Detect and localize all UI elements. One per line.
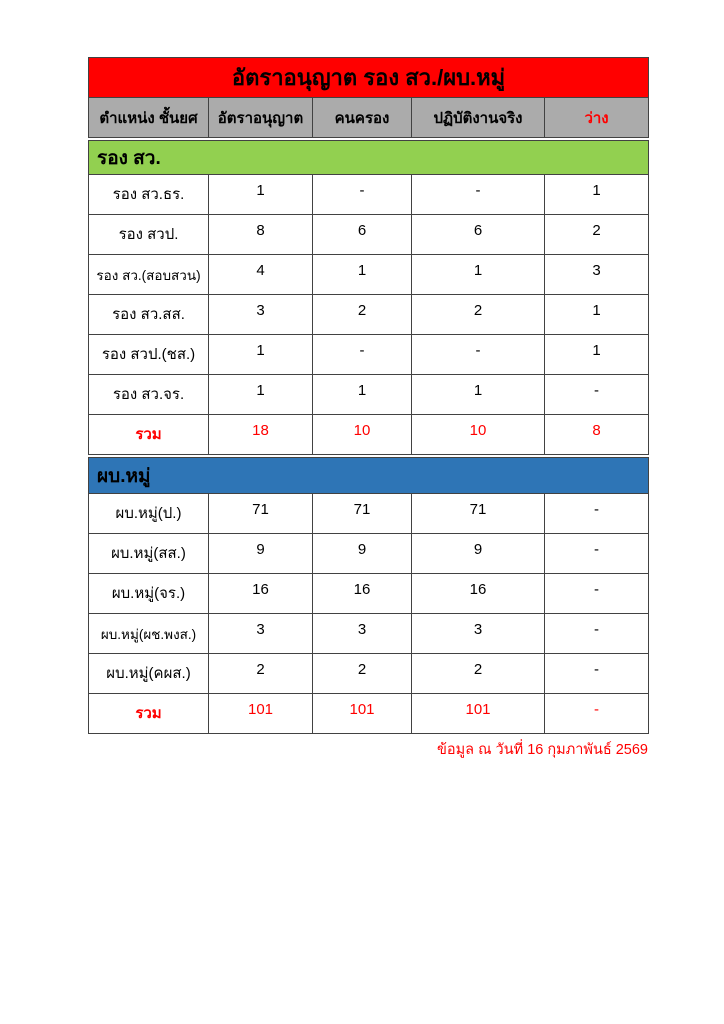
total-allowed: 18 (209, 415, 313, 455)
table-row (89, 654, 649, 694)
cell-occupied: - (313, 335, 412, 375)
cell-allowed: 4 (209, 255, 313, 295)
table-row (89, 494, 649, 534)
total-actual: 10 (412, 415, 545, 455)
total-vacant: 8 (545, 415, 649, 455)
total-vacant: - (545, 694, 649, 734)
cell-allowed: 71 (209, 494, 313, 534)
cell-allowed: 3 (209, 614, 313, 654)
total-label: รวม (89, 415, 209, 455)
cell-occupied: - (313, 175, 412, 215)
total-occupied: 10 (313, 415, 412, 455)
cell-allowed: 16 (209, 574, 313, 614)
cell-allowed: 2 (209, 654, 313, 694)
row-label: รอง สวป.(ชส.) (89, 335, 209, 375)
total-allowed: 101 (209, 694, 313, 734)
cell-vacant: - (545, 654, 649, 694)
cell-vacant: 1 (545, 335, 649, 375)
cell-actual: 71 (412, 494, 545, 534)
section-total-row (89, 694, 649, 734)
cell-vacant: - (545, 574, 649, 614)
section-header-rong-sw-row (89, 141, 649, 175)
column-header-occupied: คนครอง (313, 98, 412, 138)
cell-occupied: 1 (313, 255, 412, 295)
cell-actual: 6 (412, 215, 545, 255)
cell-allowed: 1 (209, 175, 313, 215)
section-header-phb-mu: ผบ.หมู่ (89, 458, 649, 494)
cell-vacant: - (545, 534, 649, 574)
cell-occupied: 71 (313, 494, 412, 534)
cell-allowed: 9 (209, 534, 313, 574)
column-header-vacant: ว่าง (545, 98, 649, 138)
row-label: รอง สว.สส. (89, 295, 209, 335)
cell-vacant: 1 (545, 175, 649, 215)
total-actual: 101 (412, 694, 545, 734)
table-row (89, 255, 649, 295)
column-header-position: ตำแหน่ง ชั้นยศ (89, 98, 209, 138)
cell-actual: 1 (412, 255, 545, 295)
cell-actual: - (412, 175, 545, 215)
table-row (89, 335, 649, 375)
table-title: อัตราอนุญาต รอง สว./ผบ.หมู่ (89, 58, 649, 98)
column-header-allowed: อัตราอนุญาต (209, 98, 313, 138)
allocation-table (88, 57, 649, 734)
cell-actual: 9 (412, 534, 545, 574)
cell-occupied: 16 (313, 574, 412, 614)
table-row (89, 295, 649, 335)
table-row (89, 574, 649, 614)
cell-actual: - (412, 335, 545, 375)
cell-vacant: 2 (545, 215, 649, 255)
cell-vacant: 3 (545, 255, 649, 295)
cell-allowed: 3 (209, 295, 313, 335)
table-row (89, 215, 649, 255)
row-label: รอง สว.จร. (89, 375, 209, 415)
data-as-of-note: ข้อมูล ณ วันที่ 16 กุมภาพันธ์ 2569 (436, 742, 648, 758)
cell-vacant: 1 (545, 295, 649, 335)
cell-occupied: 2 (313, 654, 412, 694)
cell-actual: 2 (412, 295, 545, 335)
table-row (89, 534, 649, 574)
cell-actual: 1 (412, 375, 545, 415)
row-label: ผบ.หมู่(สส.) (89, 534, 209, 574)
section-header-phb-mu-row (89, 458, 649, 494)
row-label: ผบ.หมู่(จร.) (89, 574, 209, 614)
table-header-row (89, 98, 649, 138)
section-header-rong-sw: รอง สว. (89, 141, 649, 175)
column-header-actual: ปฏิบัติงานจริง (412, 98, 545, 138)
row-label: รอง สว.(สอบสวน) (89, 255, 209, 295)
row-label: รอง สวป. (89, 215, 209, 255)
row-label: ผบ.หมู่(ผช.พงส.) (89, 614, 209, 654)
cell-actual: 2 (412, 654, 545, 694)
allocation-table-container (88, 57, 648, 734)
cell-vacant: - (545, 614, 649, 654)
cell-allowed: 1 (209, 375, 313, 415)
table-row (89, 175, 649, 215)
row-label: รอง สว.ธร. (89, 175, 209, 215)
cell-allowed: 1 (209, 335, 313, 375)
cell-occupied: 9 (313, 534, 412, 574)
cell-occupied: 2 (313, 295, 412, 335)
total-occupied: 101 (313, 694, 412, 734)
row-label: ผบ.หมู่(คผส.) (89, 654, 209, 694)
cell-vacant: - (545, 375, 649, 415)
cell-actual: 3 (412, 614, 545, 654)
row-label: ผบ.หมู่(ป.) (89, 494, 209, 534)
table-title-row (89, 58, 649, 98)
table-row (89, 375, 649, 415)
cell-occupied: 3 (313, 614, 412, 654)
section-total-row (89, 415, 649, 455)
cell-occupied: 1 (313, 375, 412, 415)
cell-occupied: 6 (313, 215, 412, 255)
cell-vacant: - (545, 494, 649, 534)
cell-actual: 16 (412, 574, 545, 614)
cell-allowed: 8 (209, 215, 313, 255)
table-row (89, 614, 649, 654)
total-label: รวม (89, 694, 209, 734)
